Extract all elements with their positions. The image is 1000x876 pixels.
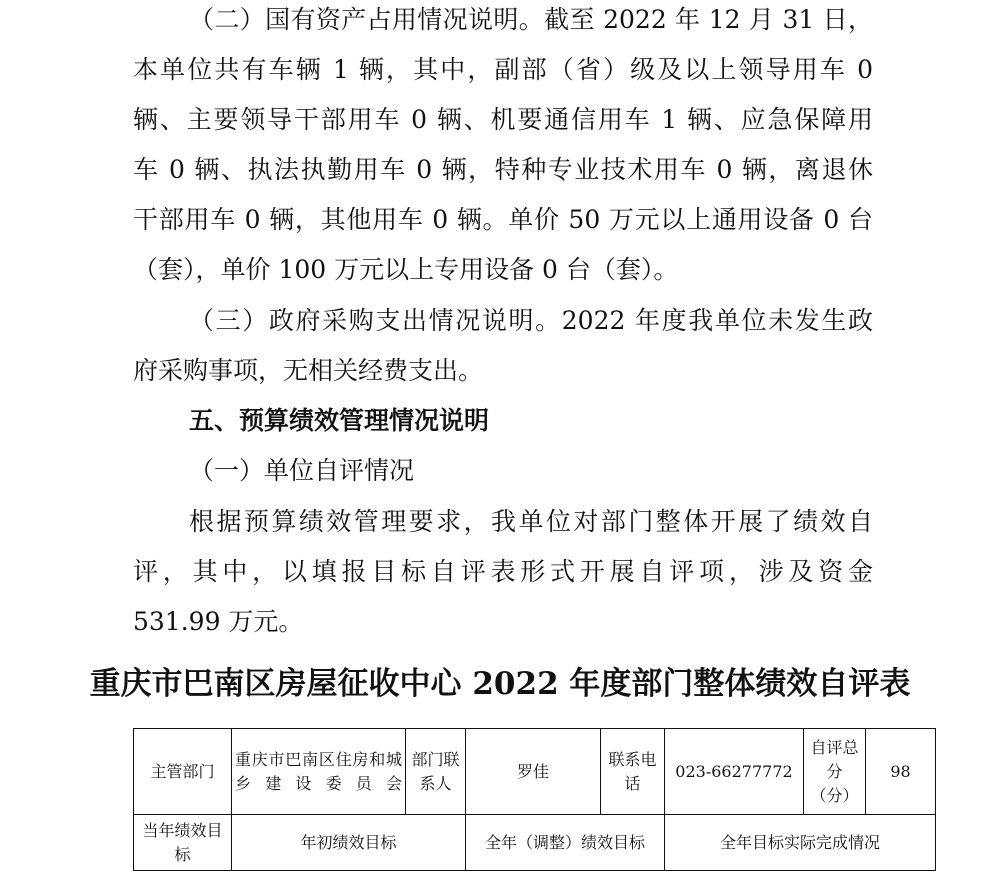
section-heading: 五、预算绩效管理情况说明	[189, 406, 490, 435]
self-eval-para-line-3: 531.99 万元。	[133, 607, 304, 636]
score-label-cell: 自评总分（分）	[804, 729, 866, 815]
asset-para-line-4: 车 0 辆、执法执勤用车 0 辆，特种专业技术用车 0 辆，离退休	[133, 155, 873, 184]
adjusted-goal-header: 全年（调整）绩效目标	[466, 815, 665, 871]
performance-evaluation-table	[133, 728, 936, 871]
asset-para-line-3: 辆、主要领导干部用车 0 辆、机要通信用车 1 辆、应急保障用	[133, 105, 873, 134]
asset-para-line-6: （套），单价 100 万元以上专用设备 0 台（套）。	[133, 255, 679, 284]
procurement-para-line-2: 府采购事项，无相关经费支出。	[133, 356, 484, 385]
actual-completion-header: 全年目标实际完成情况	[665, 815, 936, 871]
asset-para-line-1: （二）国有资产占用情况说明。截至 2022 年 12 月 31 日，	[189, 5, 873, 34]
initial-goal-header: 年初绩效目标	[232, 815, 466, 871]
table-row	[134, 729, 936, 815]
self-eval-para-line-2: 评，其中，以填报目标自评表形式开展自评项，涉及资金	[133, 557, 873, 586]
table-row	[134, 815, 936, 871]
dept-label-cell: 主管部门	[134, 729, 232, 815]
procurement-para-line-1: （三）政府采购支出情况说明。2022 年度我单位未发生政	[189, 306, 873, 335]
subsection-heading: （一）单位自评情况	[189, 456, 415, 485]
phone-value-cell: 023-66277772	[665, 729, 804, 815]
contact-value-cell: 罗佳	[466, 729, 601, 815]
score-value-cell: 98	[866, 729, 936, 815]
table-title: 重庆市巴南区房屋征收中心 2022 年度部门整体绩效自评表	[89, 666, 911, 702]
dept-value-cell: 重庆市巴南区住房和城乡建设委员会	[232, 729, 406, 815]
asset-para-line-5: 干部用车 0 辆，其他用车 0 辆。单价 50 万元以上通用设备 0 台	[133, 205, 873, 234]
contact-label-cell: 部门联系人	[406, 729, 466, 815]
goal-label-cell: 当年绩效目标	[134, 815, 232, 871]
asset-para-line-2: 本单位共有车辆 1 辆，其中，副部（省）级及以上领导用车 0	[133, 55, 873, 84]
self-eval-para-line-1: 根据预算绩效管理要求，我单位对部门整体开展了绩效自	[189, 507, 873, 536]
phone-label-cell: 联系电话	[601, 729, 665, 815]
